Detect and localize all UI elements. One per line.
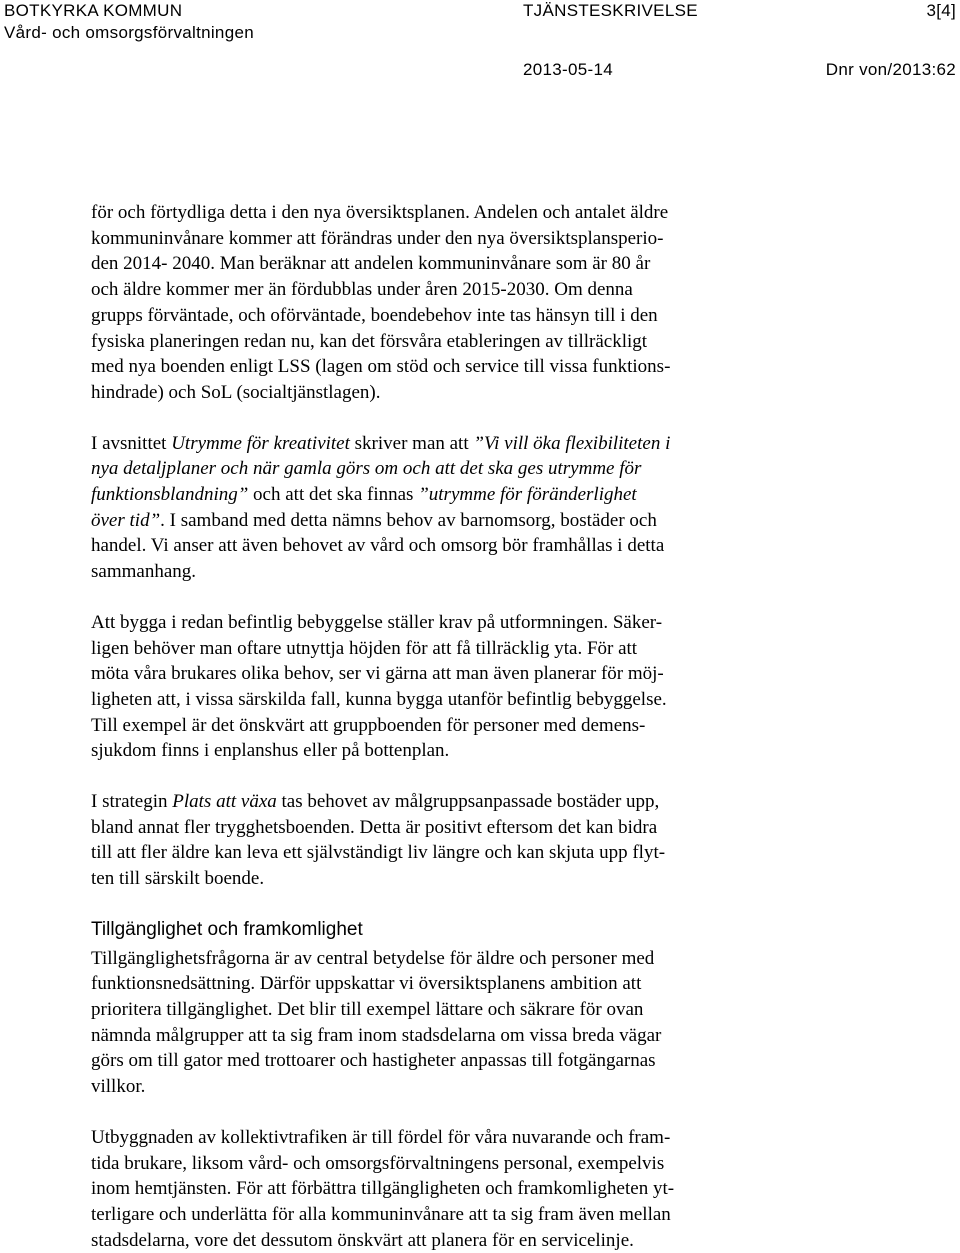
text-line: möta våra brukares olika behov, ser vi gärna att man även planerar för möj- — [91, 663, 664, 685]
text-line: ligheten att, i vissa särskilda fall, kunna bygga utanför befintlig bebyggelse. — [91, 688, 667, 710]
document-body — [91, 200, 813, 1253]
text-line: Utbyggnaden av kollektivtrafiken är till fördel för våra nuvarande och fram- — [91, 1126, 671, 1148]
text-line: I strategin Plats att växa tas behovet av målgruppsanpassade bostäder upp, — [91, 791, 660, 813]
text-line: nya detaljplaner och när gamla görs om och att det ska ges utrymme för — [91, 458, 642, 480]
text-line: bland annat fler trygghetsboenden. Detta är positivt eftersom det kan bidra — [91, 816, 658, 838]
paragraph-accessibility — [91, 946, 813, 1100]
text-line: nämnda målgrupper att ta sig fram inom stadsdelarna om vissa breda vägar — [91, 1024, 662, 1046]
text-line: med nya boenden enligt LSS (lagen om stöd och service till vissa funktions- — [91, 356, 671, 378]
text-line: handel. Vi anser att även behovet av vård och omsorg bör framhållas i detta — [91, 535, 665, 557]
paragraph-public-transport — [91, 1125, 813, 1253]
paragraph-op-aging — [91, 200, 813, 406]
document-date: 2013-05-14 — [523, 60, 613, 79]
paragraph-strategy — [91, 789, 813, 892]
text-line: ligen behöver man oftare utnyttja höjden för att få tillräcklig yta. För att — [91, 637, 638, 659]
organization-name: BOTKYRKA KOMMUN — [4, 1, 183, 20]
text-line: den 2014- 2040. Man beräknar att andelen kommuninvånare som är 80 år — [91, 253, 651, 275]
text-line: Att bygga i redan befintlig bebyggelse ställer krav på utformningen. Säker- — [91, 611, 663, 633]
paragraph-creativity — [91, 431, 813, 585]
text-line: inom hemtjänsten. För att förbättra tillgängligheten och framkomligheten yt- — [91, 1178, 675, 1200]
text-line: till att fler äldre kan leva ett självständigt liv längre och kan skjuta upp flyt- — [91, 842, 666, 864]
text-line: fysiska planeringen redan nu, kan det försvåra etableringen av tillräckligt — [91, 330, 648, 352]
text-line: I avsnittet Utrymme för kreativitet skriver man att ”Vi vill öka flexibiliteten i — [91, 432, 671, 454]
text-line: terligare och underlätta för alla kommuninvånare att ta sig fram även mellan — [91, 1203, 671, 1225]
registration-number: Dnr von/2013:62 — [825, 60, 956, 79]
text-line: görs om till gator med trottoarer och hastigheter anpassas till fotgängarnas — [91, 1050, 656, 1072]
text-line: villkor. — [91, 1076, 146, 1098]
text-line: prioritera tillgänglighet. Det blir till exempel lättare och säkrare för ovan — [91, 998, 644, 1020]
paragraph-existing-buildings — [91, 610, 813, 764]
text-line: sammanhang. — [91, 561, 197, 583]
text-line: funktionsnedsättning. Därför uppskattar vi översiktsplanens ambition att — [91, 973, 642, 995]
text-line: grupps förväntade, och oförväntade, boendebehov inte tas hänsyn till i den — [91, 304, 658, 326]
text-line: Till exempel är det önskvärt att gruppboenden för personer med demens- — [91, 714, 646, 736]
text-line: Tillgänglighetsfrågorna är av central betydelse för äldre och personer med — [91, 947, 655, 969]
department-name: Vård- och omsorgsförvaltningen — [4, 23, 254, 42]
text-line: för och förtydliga detta i den nya översiktsplanen. Andelen och antalet äldre — [91, 202, 669, 223]
text-line: kommuninvånare kommer att förändras under den nya översiktsplansperio- — [91, 227, 664, 249]
text-line: över tid”. I samband med detta nämns behov av barnomsorg, bostäder och — [91, 509, 657, 531]
text-line: stadsdelarna, vore det dessutom önskvärt att planera för en servicelinje. — [91, 1229, 634, 1251]
text-line: funktionsblandning” och att det ska finnas ”utrymme för föränderlighet — [91, 484, 637, 506]
text-line: tida brukare, liksom vård- och omsorgsförvaltningens personal, exempelvis — [91, 1152, 665, 1174]
page-number: 3[4] — [926, 1, 956, 20]
text-line: ten till särskilt boende. — [91, 868, 265, 890]
text-line: hindrade) och SoL (socialtjänstlagen). — [91, 381, 381, 403]
section-heading: Tillgänglighet och framkomlighet — [91, 918, 363, 940]
text-line: och äldre kommer mer än fördubblas under åren 2015-2030. Om denna — [91, 279, 633, 301]
document-type: TJÄNSTESKRIVELSE — [523, 1, 698, 20]
text-line: sjukdom finns i enplanshus eller på bottenplan. — [91, 740, 450, 762]
